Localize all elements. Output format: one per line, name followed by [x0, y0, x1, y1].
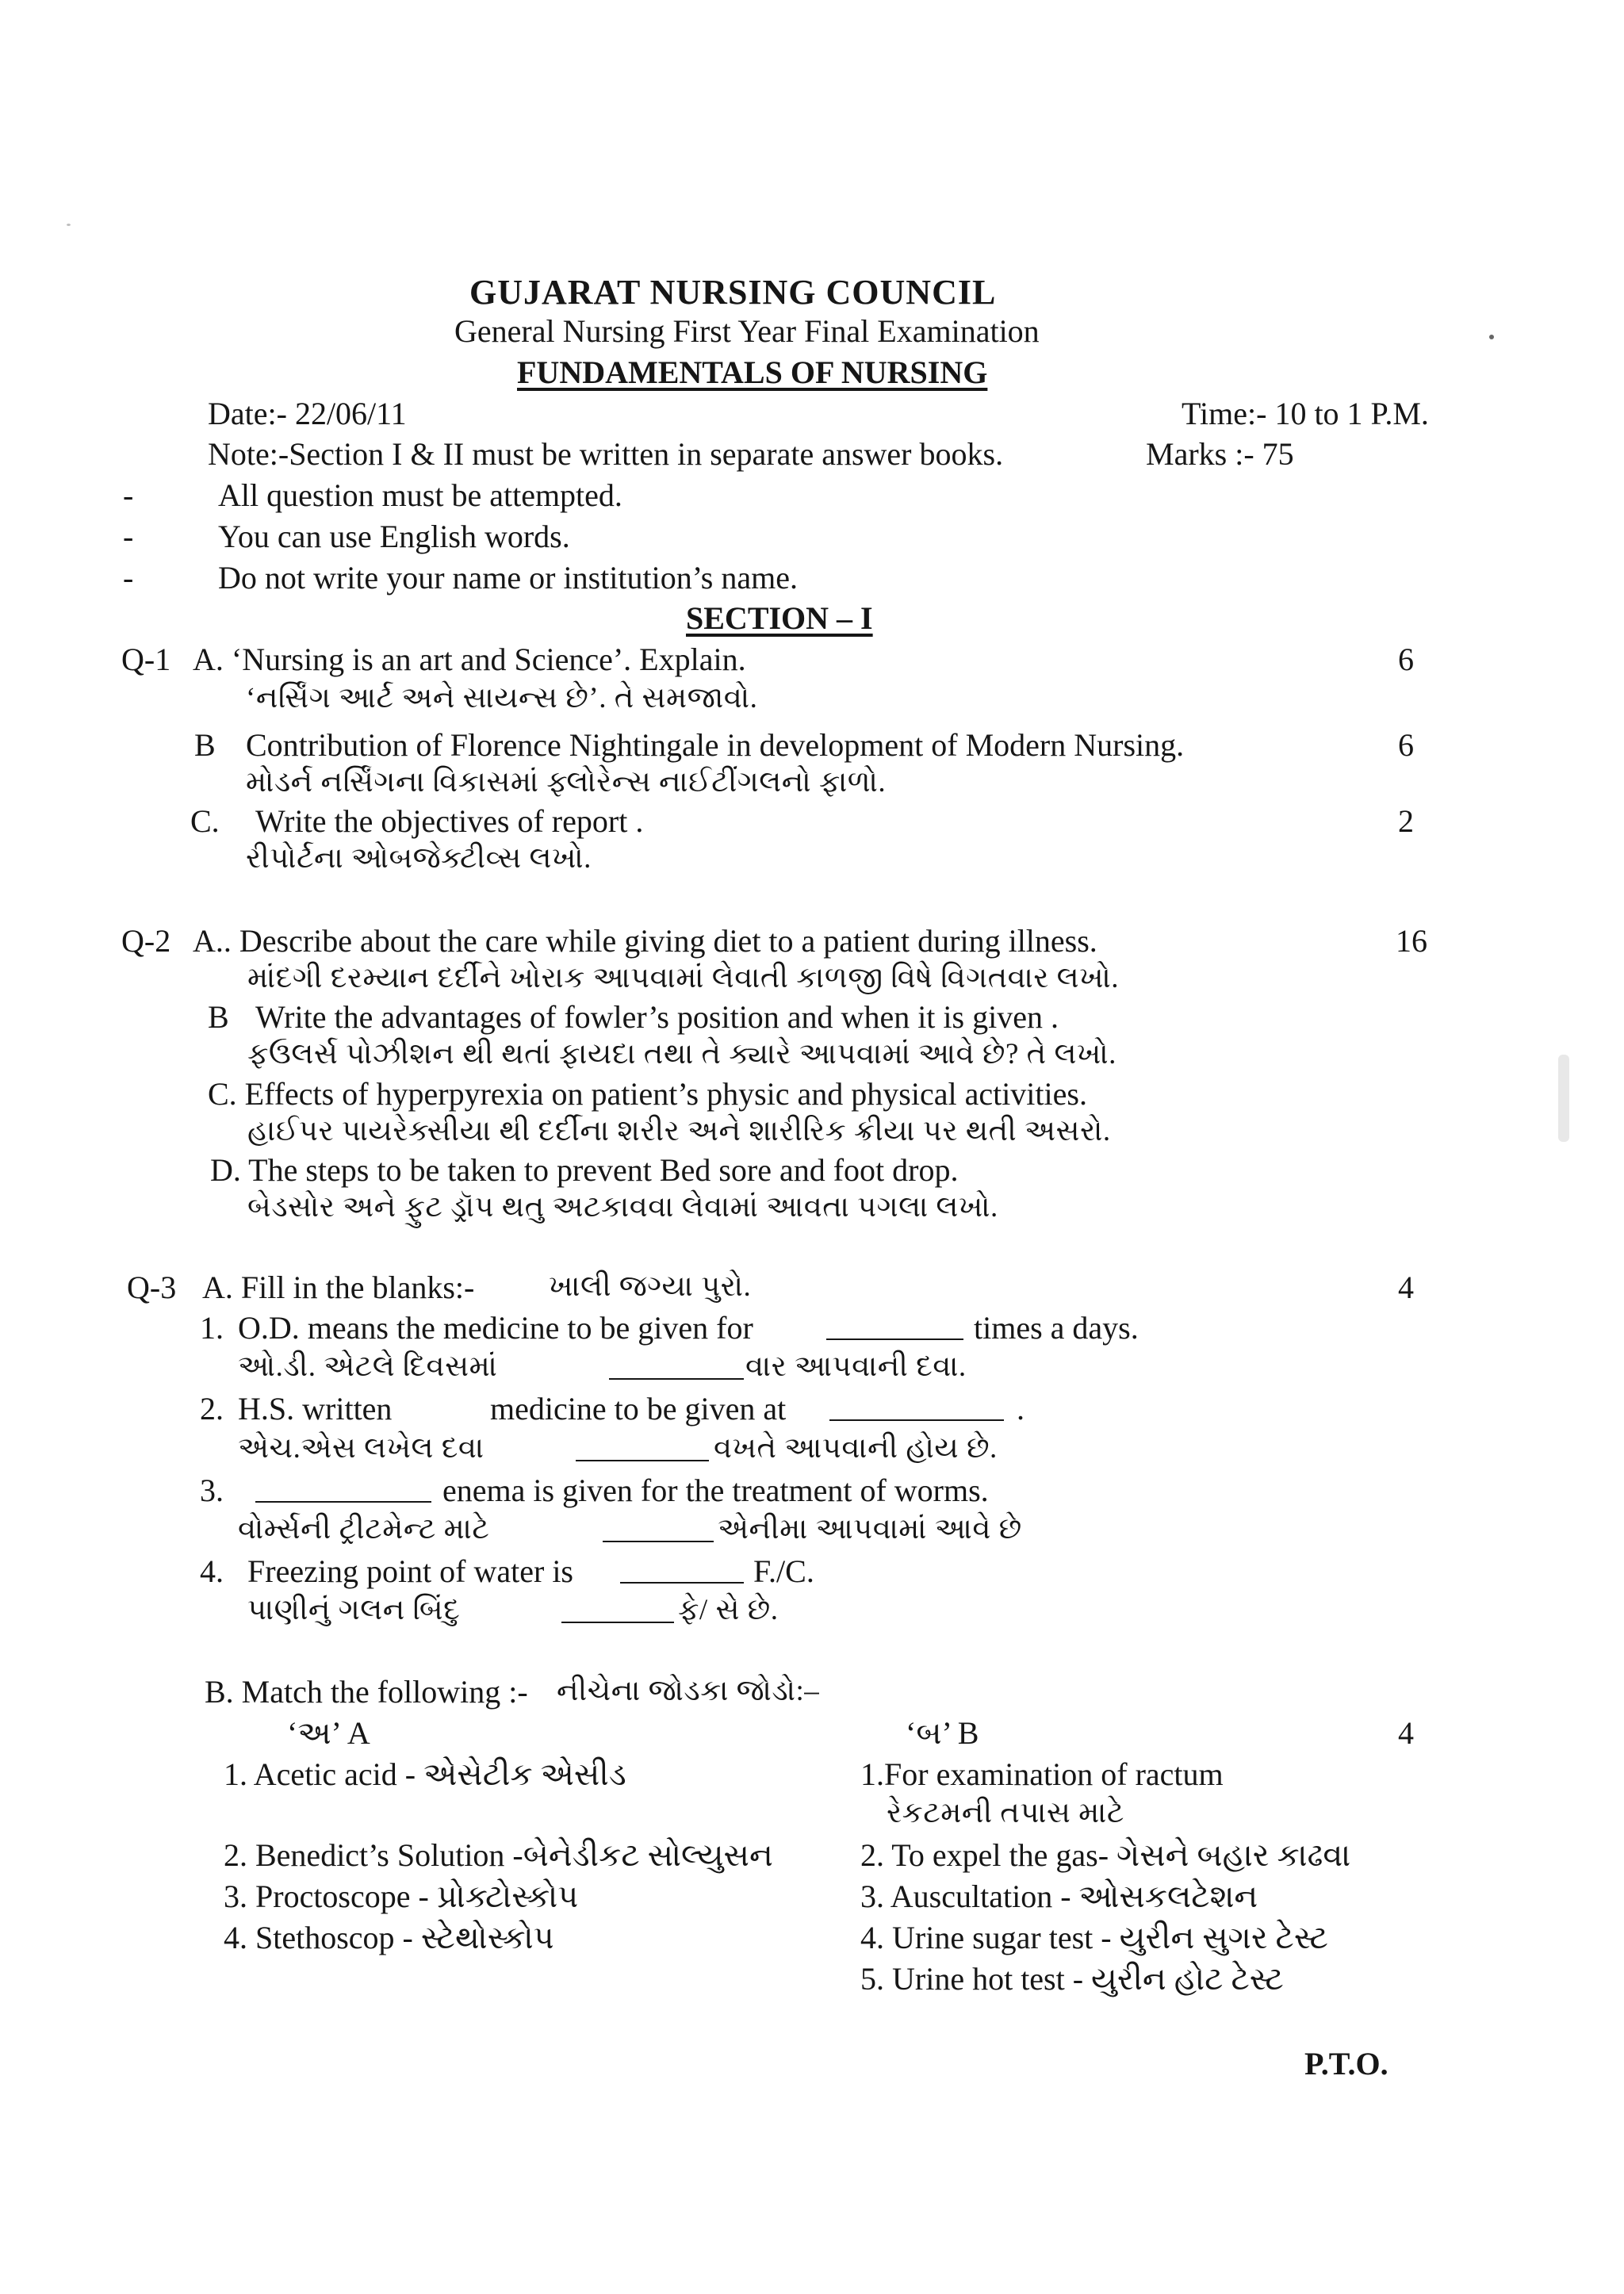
fill-1-gujarati-blank [609, 1354, 744, 1380]
q1c-letter: C. [190, 803, 220, 839]
scan-speck [67, 224, 71, 226]
q2-label: Q-2 [121, 923, 171, 959]
fill-4-blank [620, 1558, 744, 1584]
q1c-marks: 2 [1398, 803, 1414, 839]
match-right-item: રેકટમની તપાસ માટે [887, 1797, 1124, 1829]
fill-2-text-a: H.S. written [238, 1391, 393, 1427]
instruction-bullet: - [123, 519, 134, 554]
fill-3-gujarati-blank [603, 1517, 714, 1542]
instruction-bullet: - [123, 560, 134, 596]
fill-1-gujarati-a: ઓ.ડી. એટલે દિવસમાં [238, 1350, 498, 1383]
exam-date: Date:- 22/06/11 [208, 396, 407, 431]
match-right-item: 1.For examination of ractum [860, 1756, 1224, 1792]
q2b-text-gujarati: ફઉલર્સ પોઝીશન થી થતાં ફાયદા તથા તે ક્યારે આપવામાં આવે છે? તે લખો. [247, 1038, 1116, 1070]
fill-2-blank [829, 1396, 1004, 1421]
council-title: GUJARAT NURSING COUNCIL [469, 273, 997, 312]
fill-2-text-c: . [1017, 1391, 1025, 1427]
fill-4-text-b: F./C. [753, 1553, 814, 1589]
match-right-item: 4. Urine sugar test - યુરીન સુગર ટેસ્ટ [860, 1920, 1328, 1955]
fill-4-gujarati-blank [561, 1598, 674, 1623]
exam-note: Note:-Section I & II must be written in separate answer books. [208, 436, 1004, 472]
pto-label: P.T.O. [1304, 2046, 1388, 2081]
fill-1-text-a: O.D. means the medicine to be given for [238, 1310, 753, 1346]
fill-3-number: 3. [200, 1473, 224, 1508]
q3b-marks: 4 [1398, 1715, 1414, 1751]
subject-title: FUNDAMENTALS OF NURSING [517, 354, 988, 390]
match-left-item: 1. Acetic acid - એસેટીક એસીડ [224, 1756, 626, 1792]
fill-3-text-b: enema is given for the treatment of worms. [442, 1473, 989, 1508]
q1b-letter: B [194, 727, 216, 763]
scan-speck [1558, 1055, 1569, 1142]
q3b-text-gujarati: નીચેના જોડકા જોડો:– [557, 1675, 820, 1707]
instruction-1: All question must be attempted. [218, 477, 622, 513]
q1c-text: Write the objectives of report . [255, 803, 644, 839]
q2c-text-gujarati: હાઈપર પાયરેક્સીયા થી દર્દીના શરીર અને શારીરિક ક્રીયા પર થતી અસરો. [247, 1115, 1111, 1147]
scan-speck [1489, 335, 1494, 339]
fill-4-gujarati-b: ફે/ સે છે. [678, 1594, 779, 1626]
fill-3-gujarati-a: વોર્મ્સની ટ્રીટમેન્ટ માટે [238, 1513, 490, 1545]
section-heading: SECTION – I [686, 600, 873, 636]
match-right-item: 3. Auscultation - ઓસકલટેશન [860, 1878, 1258, 1914]
q3a-text-gujarati: ખાલી જગ્યા પુરો. [549, 1270, 752, 1303]
q2d-text-gujarati: બેડસોર અને ફુટ ડ્રૉપ થતુ અટકાવવા લેવામાં આવતા પગલા લખો. [247, 1191, 998, 1224]
match-left-item: 4. Stethoscop - સ્ટેથોસ્કોપ [224, 1920, 554, 1955]
q2b-text: Write the advantages of fowler’s position and when it is given . [255, 999, 1059, 1035]
fill-1-blank [826, 1315, 963, 1340]
fill-2-number: 2. [200, 1391, 224, 1427]
fill-3-blank [255, 1477, 431, 1503]
fill-4-number: 4. [200, 1553, 224, 1589]
q1a-text: A. ‘Nursing is an art and Science’. Explain. [193, 641, 746, 677]
q3a-marks: 4 [1398, 1270, 1414, 1305]
q1a-text-gujarati: ‘નર્સિંગ આર્ટ અને સાયન્સ છે’. તે સમજાવો. [246, 682, 758, 714]
fill-1-number: 1. [200, 1310, 224, 1346]
q1b-text: Contribution of Florence Nightingale in development of Modern Nursing. [246, 727, 1185, 763]
q3-label: Q-3 [127, 1270, 177, 1305]
q2d-text: D. The steps to be taken to prevent Bed sore and foot drop. [210, 1152, 959, 1188]
exam-name: General Nursing First Year Final Examination [454, 313, 1040, 349]
fill-4-text-a: Freezing point of water is [247, 1553, 573, 1589]
q2a-text-gujarati: માંદગી દરમ્યાન દર્દીને ખોરાક આપવામાં લેવાતી કાળજી વિષે વિગતવાર લખો. [247, 962, 1120, 994]
q1a-marks: 6 [1398, 641, 1414, 677]
fill-2-gujarati-b: વખતે આપવાની હોય છે. [714, 1432, 998, 1465]
q1b-marks: 6 [1398, 727, 1414, 763]
q1-label: Q-1 [121, 641, 171, 677]
fill-1-text-b: times a days. [974, 1310, 1139, 1346]
exam-time: Time:- 10 to 1 P.M. [1182, 396, 1429, 431]
q2a-text: A.. Describe about the care while giving diet to a patient during illness. [193, 923, 1097, 959]
instruction-2: You can use English words. [218, 519, 570, 554]
q2b-letter: B [208, 999, 229, 1035]
match-left-item: 3. Proctoscope - પ્રોક્ટોસ્કોપ [224, 1878, 579, 1914]
q1c-text-gujarati: રીપોર્ટના ઓબજેક્ટીવ્સ લખો. [246, 842, 592, 875]
fill-1-gujarati-b: વાર આપવાની દવા. [745, 1350, 967, 1383]
fill-2-text-b: medicine to be given at [490, 1391, 787, 1427]
instruction-bullet: - [123, 477, 134, 513]
q2-marks: 16 [1396, 923, 1427, 959]
q3b-text: B. Match the following :- [205, 1674, 528, 1710]
fill-2-gujarati-blank [576, 1436, 709, 1461]
match-column-a-heading: ‘અ’ A [287, 1715, 370, 1751]
fill-3-gujarati-b: એનીમા આપવામાં આવે છે [718, 1513, 1022, 1545]
match-right-item: 5. Urine hot test - યુરીન હોટ ટેસ્ટ [860, 1961, 1284, 1997]
match-left-item: 2. Benedict’s Solution -બેનેડીકટ સોલ્યુસન [224, 1837, 773, 1873]
fill-4-gujarati-a: પાણીનું ગલન બિંદુ [247, 1594, 461, 1626]
fill-2-gujarati-a: એચ.એસ લખેલ દવા [238, 1432, 485, 1465]
q3a-text: A. Fill in the blanks:- [202, 1270, 475, 1305]
q2c-text: C. Effects of hyperpyrexia on patient’s physic and physical activities. [208, 1076, 1087, 1112]
match-right-item: 2. To expel the gas- ગેસને બહાર કાઢવા [860, 1837, 1351, 1873]
q1b-text-gujarati: મોડર્ન નર્સિંગના વિકાસમાં ફ્લોરેન્સ નાઈટીંગલનો ફાળો. [246, 766, 887, 798]
match-column-b-heading: ‘બ’ B [906, 1715, 979, 1751]
exam-marks: Marks :- 75 [1146, 436, 1294, 472]
instruction-3: Do not write your name or institution’s name. [218, 560, 798, 596]
